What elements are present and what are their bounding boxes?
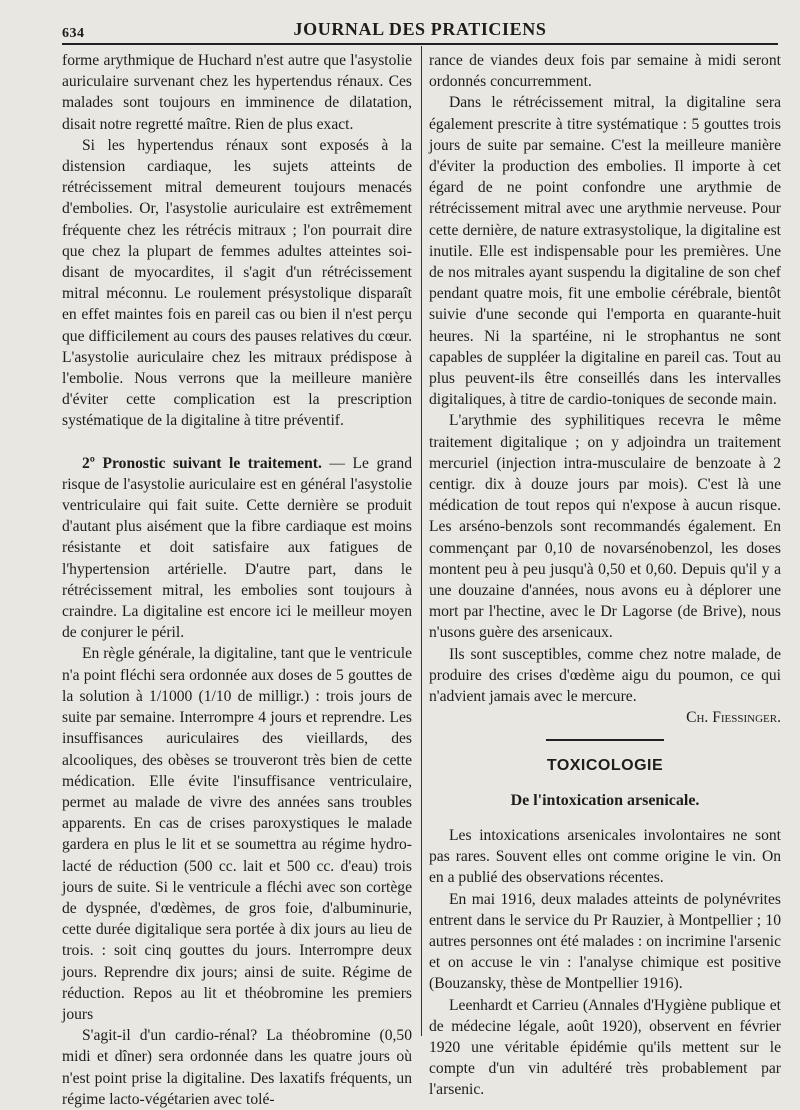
page-number: 634 (62, 26, 85, 41)
column-divider (421, 46, 422, 1036)
right-column (429, 50, 781, 1101)
paragraph: S'agit-il d'un cardio-rénal? La théobromine (0,50 midi et dîner) sera ordonnée dans les quatre jours où n'est point prise la digitaline. Des laxatifs fréquents, un régime lacto-végétarien avec tolé- (62, 1027, 412, 1108)
paragraph: forme arythmique de Huchard n'est autre que l'asystolie auriculaire survenant chez les hypertendus rénaux. Ces malades sont toujours en imminence de dilatation, disait notre regretté maître. Rien de plus exact. (62, 52, 412, 133)
left-column (62, 50, 412, 1110)
paragraph: Dans le rétrécissement mitral, la digitaline sera également prescrite à titre systématique : 5 gouttes trois jours de suite par semaine. C'est la meilleure manière d'éviter la production des embolies. Il importe à cet égard de ne point confondre une arythmie de rétrécissement mitral avec une arythmie nerveuse. Pour cette dernière, de nature extrasystolique, la digitaline est inutile. Elle est indispensable pour les premières. Une de nos mitrales ayant suspendu la digitaline de son chef pendant quatre mois, fit une embolie cérébrale, bientôt suivie d'une seconde qui l'emporta en quarante-huit heures. Ni la spartéine, ni le strophantus ne sont capables de suppléer la digitaline en pareil cas. Tout au plus peuvent-ils être conseillés dans les intervalles digitaliques, à titre de cardio-toniques de seconde main. (429, 94, 781, 409)
paragraph: L'arythmie des syphilitiques recevra le même traitement digitalique ; on y adjoindra un traitement mercuriel (injection intra-musculaire de benzoate à 2 centigr. dix à douze jours par mois). C'est là une médication de tout repos qui n'expose à aucun risque. Les arséno-benzols sont recommandés également. En commençant par 0,10 de novarsénobenzol, les doses montent peu à peu jusqu'à 0,50 et 0,60. Depuis qu'il y a une douzaine d'années, nous avons eu à déplorer une mort par l'hectine, avec le Dr Lagorse (de Brive), nous n'usons guère des arsenicaux. (429, 412, 781, 642)
section-heading: 2º Pronostic suivant le traitement. (82, 454, 322, 472)
journal-title: JOURNAL DES PRATICIENS (293, 19, 547, 39)
paragraph: Les intoxications arsenicales involontaires ne sont pas rares. Souvent elles ont comme origine le vin. On en a publié des observations récentes. (429, 826, 781, 887)
paragraph: En mai 1916, deux malades atteints de polynévrites entrent dans le service du Pr Rauzier, à Montpellier ; 10 autres personnes ont été malades : on incrimine l'arsenic et on accuse le vin : l'analyse chimique est positive (Bouzansky, thèse de Montpellier 1916). (429, 890, 781, 993)
paragraph-text: — Le grand risque de l'asystolie auriculaire est en général l'asystolie ventriculaire qui fait suite. Cette dernière se produit d'autant plus aisément que la fibre cardiaque est moins résistante et doit satisfaire aux fatigues de l'hypertension artérielle. D'autre part, dans le rétrécissement mitral, les embolies sont toujours à craindre. La digitaline est encore ici le meilleur moyen de conjurer le péril. (62, 454, 413, 642)
paragraph: En règle générale, la digitaline, tant que le ventricule n'a point fléchi sera ordonnée aux doses de 5 gouttes de la solution à 1/1000 (1/10 de milligr.) : trois jours de suite par semaine. Interrompre 4 jours et reprendre. Les insuffisances auriculaires des vieillards, des alcooliques, des obèses se trouveront très bien de cette médication. Elle évite l'insuffisance ventriculaire, permet au malade de vivre des années sans troubles apparents. En cas de crises paroxystiques le malade gardera en plus le lit et se soumettra au régime hydro-lacté de réduction (500 cc. lait et 500 cc. d'eau) trois jours de suite. Si le ventricule a fléchi avec son cortège de dyspnée, d'œdèmes, de gros foie, d'albuminurie, cette durée digitalique sera portée à dix jours au lieu de trois. : soit cinq gouttes du jours. Interrompre deux jours. Reprendre dix jours; ainsi de suite. Régime de réduction. Repos au lit et théobromine les premiers jours (62, 645, 412, 1023)
paragraph: rance de viandes deux fois par semaine à midi seront ordonnés concurremment. (429, 52, 781, 91)
article-subtitle: De l'intoxication arsenicale. (510, 791, 700, 809)
paragraph (62, 453, 412, 644)
section-title: TOXICOLOGIE (546, 756, 664, 774)
paragraph: Si les hypertendus rénaux sont exposés à la distension cardiaque, les sujets atteints de rétrécissement mitral demeurent toujours menacés d'embolies. Or, l'asystolie auriculaire est extrêmement fréquente chez les rétrécis mitraux ; l'on pourrait dire que chez la plupart de femmes adultes atteintes soi-disant de myocardites, il s'agit d'un rétrécissement mitral méconnu. Le roulement présystolique disparaît en effet maintes fois en pareil cas ou bien il n'est perçu que difficilement au cours des pauses relatives du cœur. L'asystolie auriculaire chez les mitraux prédispose à l'embolie. Nous verrons que la meilleure manière d'éviter cette complication est la prescription systématique de la digitaline à titre préventif. (62, 136, 412, 430)
page-header (62, 14, 778, 42)
header-rule (62, 43, 778, 45)
paragraph: Ils sont susceptibles, comme chez notre malade, de produire des crises d'œdème aigu du poumon, ce qui n'advient jamais avec le mercure. (429, 645, 781, 706)
author-signature: Ch. Fiessinger. (686, 709, 781, 727)
section-separator (546, 739, 664, 741)
paragraph: Leenhardt et Carrieu (Annales d'Hygiène publique et de médecine légale, août 1920), observent en février 1920 une véritable épidémie qu'ils mettent sur le compte d'un vin adultéré très probablement par l'arsenic. (429, 996, 781, 1099)
